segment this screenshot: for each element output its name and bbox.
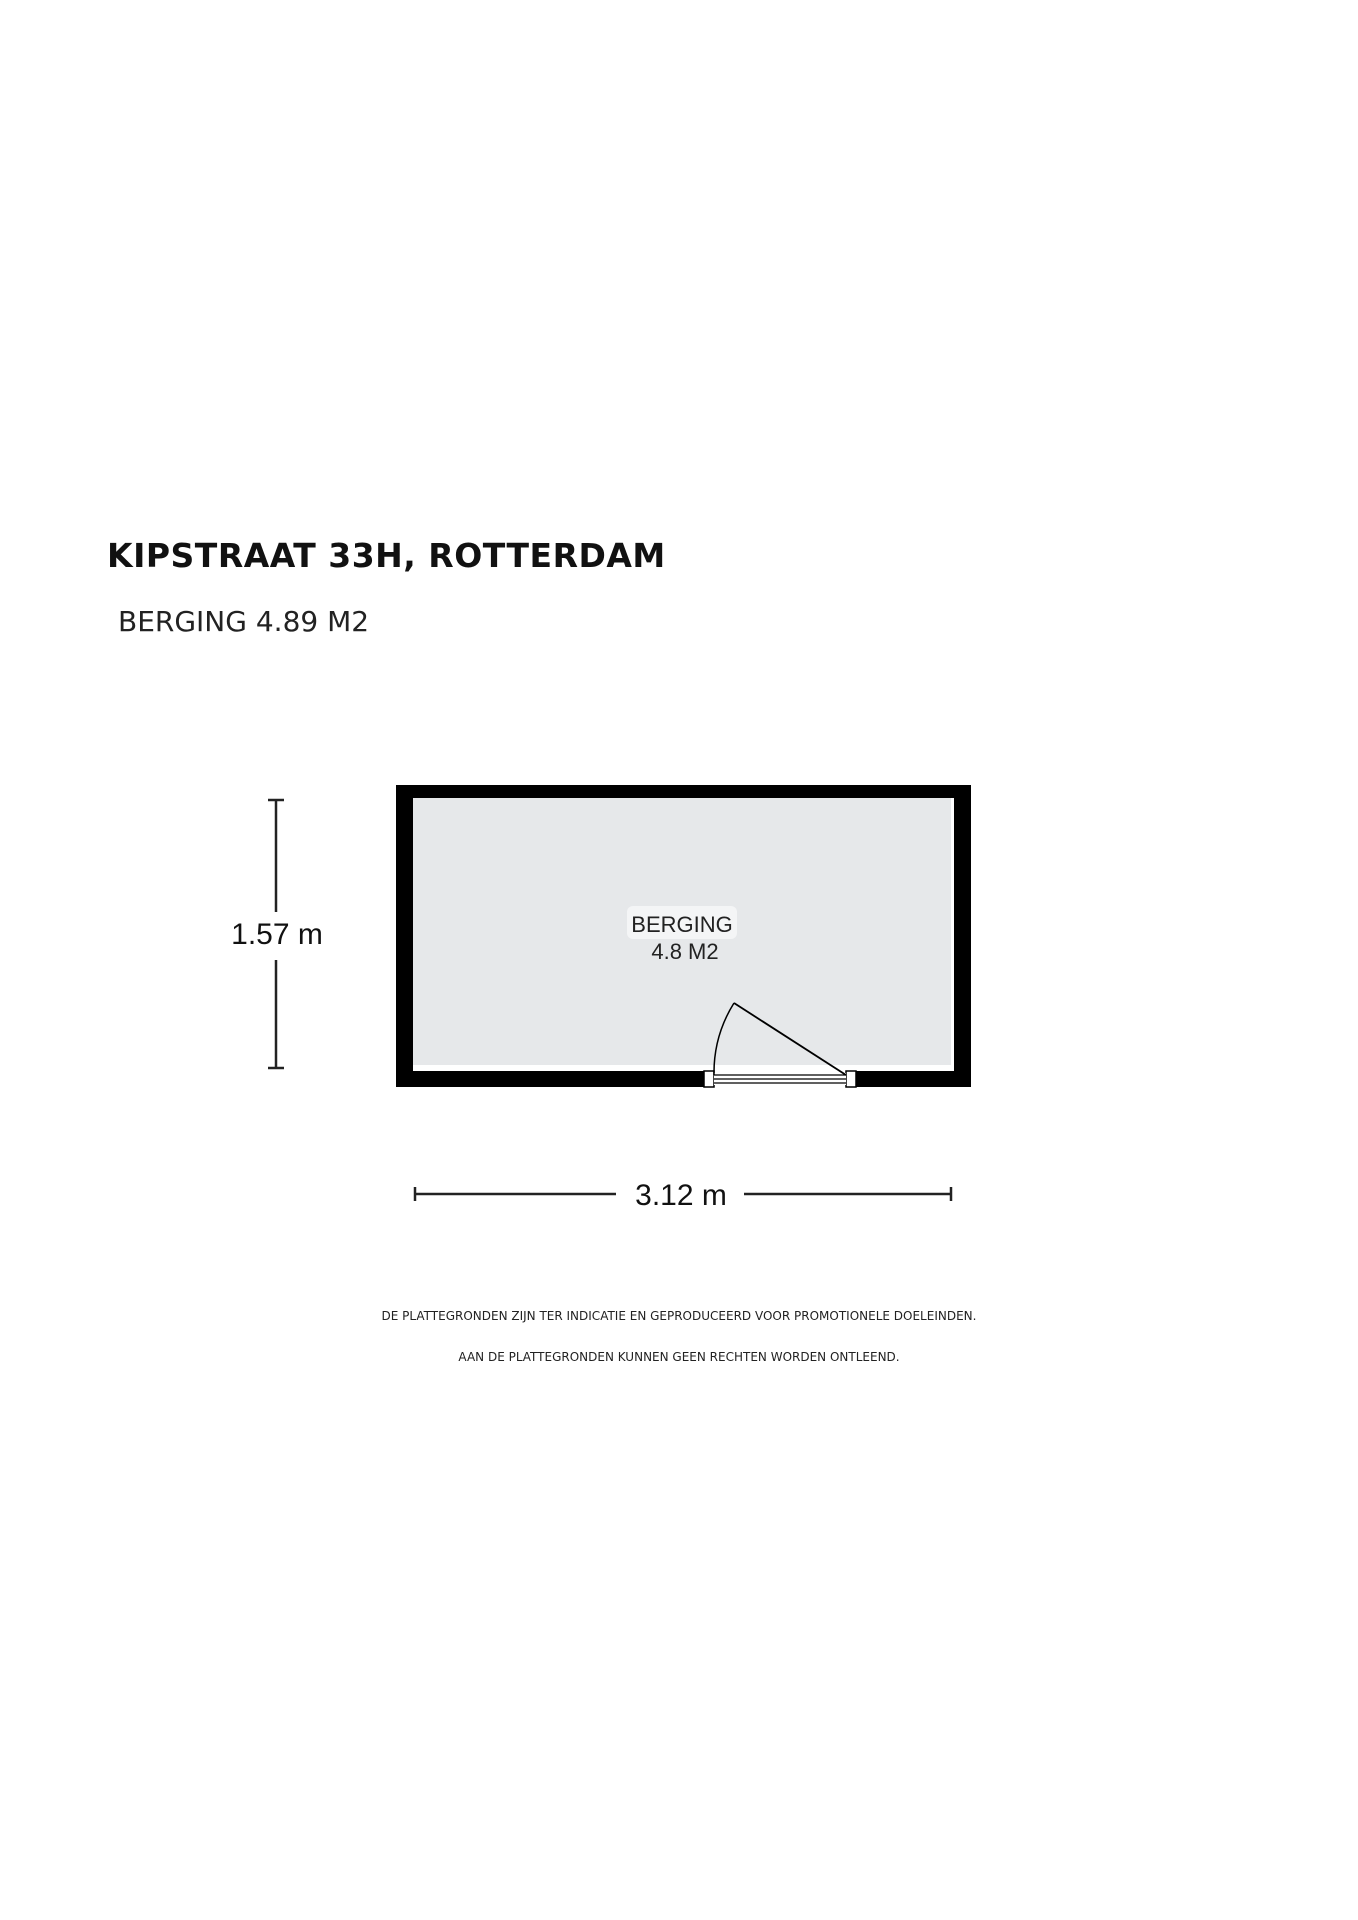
disclaimer-line-2: AAN DE PLATTEGRONDEN KUNNEN GEEN RECHTEN WORDEN ONTLEEND. <box>458 1350 900 1364</box>
wall-left <box>396 785 413 1087</box>
wall-bottom-right <box>856 1071 971 1087</box>
height-dimension-label: 1.57 m <box>231 918 323 951</box>
room-name: BERGING <box>631 912 733 937</box>
disclaimer-line-1: DE PLATTEGRONDEN ZIJN TER INDICATIE EN GEPRODUCEERD VOOR PROMOTIONELE DOELEINDEN. <box>381 1309 977 1323</box>
wall-bottom-left <box>396 1071 704 1087</box>
width-dimension-label: 3.12 m <box>635 1179 727 1212</box>
wall-right <box>954 785 971 1087</box>
area-subtitle: BERGING 4.89 M2 <box>118 605 370 638</box>
room-area: 4.8 M2 <box>651 939 719 964</box>
page-title: KIPSTRAAT 33H, ROTTERDAM <box>107 536 666 575</box>
wall-top <box>396 785 971 798</box>
